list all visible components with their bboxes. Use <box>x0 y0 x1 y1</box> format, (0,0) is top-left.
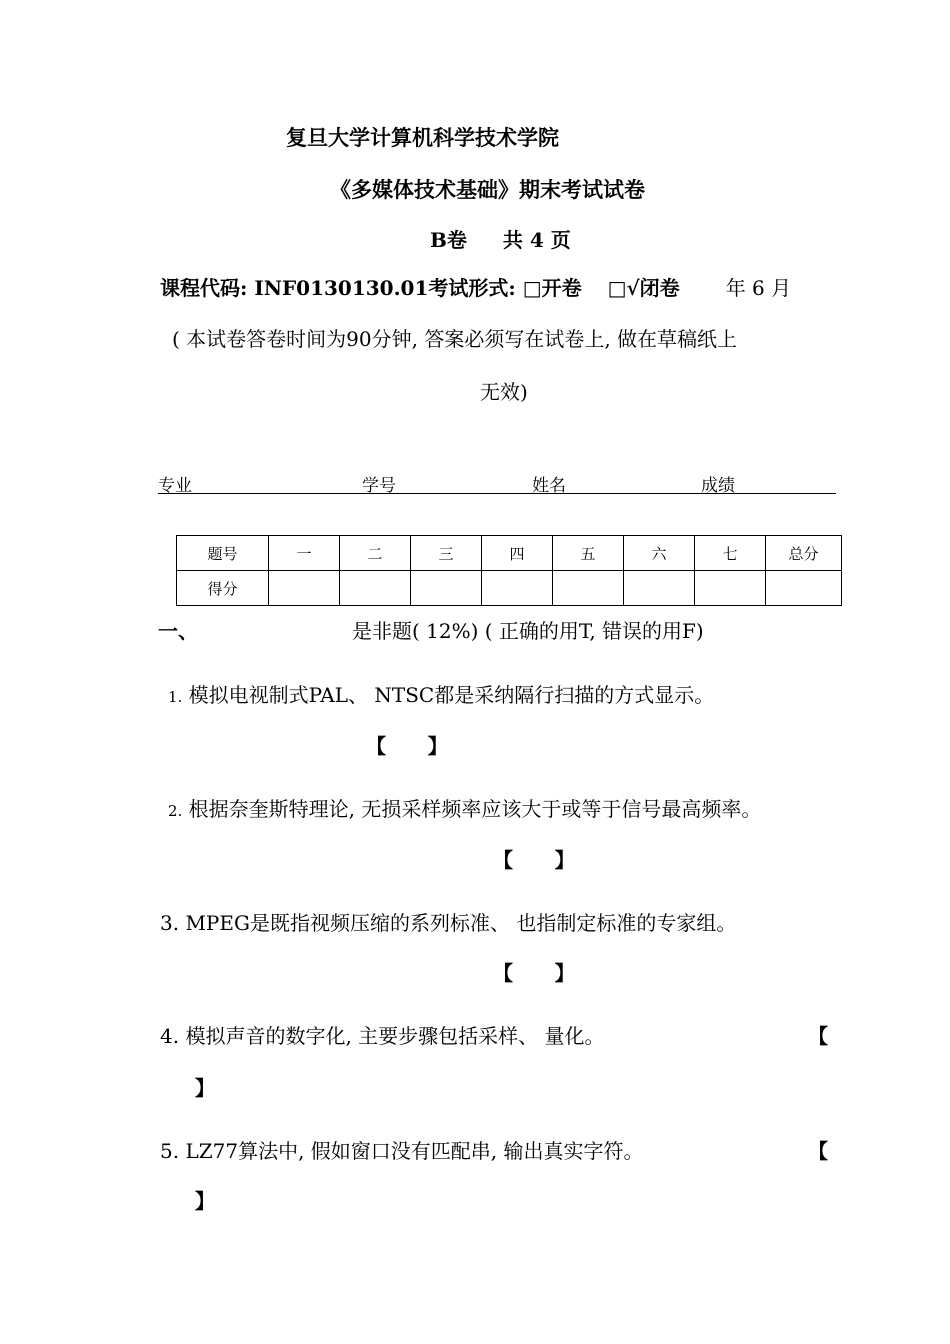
question-3 <box>160 907 736 936</box>
score-input-cell[interactable] <box>624 571 695 606</box>
table-cell: 五 <box>553 536 624 571</box>
table-cell: 总分 <box>766 536 842 571</box>
section-title: 是非题( 12%) ( 正确的用T, 错误的用F) <box>352 619 704 643</box>
answer-bracket[interactable]: 【 】 <box>493 848 575 872</box>
question-5 <box>160 1135 644 1164</box>
table-row <box>177 536 842 571</box>
answer-bracket[interactable]: 【 】 <box>493 961 575 985</box>
answer-bracket-close[interactable]: 】 <box>195 1189 215 1213</box>
answer-bracket-open[interactable]: 【 <box>808 1139 828 1163</box>
question-number: 1. <box>168 688 183 706</box>
paper-info <box>430 224 571 253</box>
table-cell: 一 <box>269 536 340 571</box>
course-code: 课程代码: INF0130130.01考试形式: <box>160 276 523 300</box>
score-table <box>176 535 842 606</box>
score-input-cell[interactable] <box>553 571 624 606</box>
score-input-cell[interactable] <box>269 571 340 606</box>
table-cell: 二 <box>340 536 411 571</box>
question-text: LZ77算法中, 假如窗口没有匹配串, 输出真实字符。 <box>185 1139 644 1163</box>
question-number: 2. <box>168 802 183 820</box>
score-input-cell[interactable] <box>340 571 411 606</box>
exam-title: 《多媒体技术基础》期末考试试卷 <box>330 177 645 202</box>
school-title: 复旦大学计算机科学技术学院 <box>286 125 559 150</box>
score-input-cell[interactable] <box>411 571 482 606</box>
question-number: 5. <box>160 1139 180 1163</box>
table-cell: 四 <box>482 536 553 571</box>
question-text: 模拟电视制式PAL、 NTSC都是采纳隔行扫描的方式显示。 <box>188 683 715 707</box>
score-label: 成绩 <box>701 476 735 496</box>
table-cell: 得分 <box>177 571 269 606</box>
question-text: MPEG是既指视频压缩的系列标准、 也指制定标准的专家组。 <box>185 911 737 935</box>
score-input-cell[interactable] <box>766 571 842 606</box>
major-label: 专业 <box>158 476 192 496</box>
question-number: 4. <box>160 1024 180 1048</box>
answer-bracket-close[interactable]: 】 <box>195 1076 215 1100</box>
course-line <box>160 272 791 301</box>
time-note-line2: 无效) <box>480 380 528 404</box>
table-cell: 三 <box>411 536 482 571</box>
table-cell: 题号 <box>177 536 269 571</box>
table-cell: 六 <box>624 536 695 571</box>
question-4 <box>160 1020 605 1049</box>
student-id-label: 学号 <box>362 476 396 496</box>
answer-bracket-open[interactable]: 【 <box>808 1024 828 1048</box>
question-2 <box>168 793 761 822</box>
table-row <box>177 571 842 606</box>
paper-label: B卷 <box>430 228 467 252</box>
exam-date: 年 6 月 <box>725 276 792 300</box>
section-number: 一、 <box>158 619 198 643</box>
score-input-cell[interactable] <box>482 571 553 606</box>
table-cell: 七 <box>695 536 766 571</box>
name-label: 姓名 <box>532 476 566 496</box>
page-count: 共 4 页 <box>502 228 571 252</box>
closed-book-option: □√闭卷 <box>607 276 680 300</box>
time-note-line1: ( 本试卷答卷时间为90分钟, 答案必须写在试卷上, 做在草稿纸上 <box>172 327 738 351</box>
question-number: 3. <box>160 911 180 935</box>
student-info-line <box>158 469 836 494</box>
question-text: 模拟声音的数字化, 主要步骤包括采样、 量化。 <box>185 1024 605 1048</box>
score-input-cell[interactable] <box>695 571 766 606</box>
question-1 <box>168 679 714 708</box>
question-text: 根据奈奎斯特理论, 无损采样频率应该大于或等于信号最高频率。 <box>188 797 762 821</box>
open-book-option: □开卷 <box>522 276 582 300</box>
answer-bracket[interactable]: 【 】 <box>366 734 448 758</box>
